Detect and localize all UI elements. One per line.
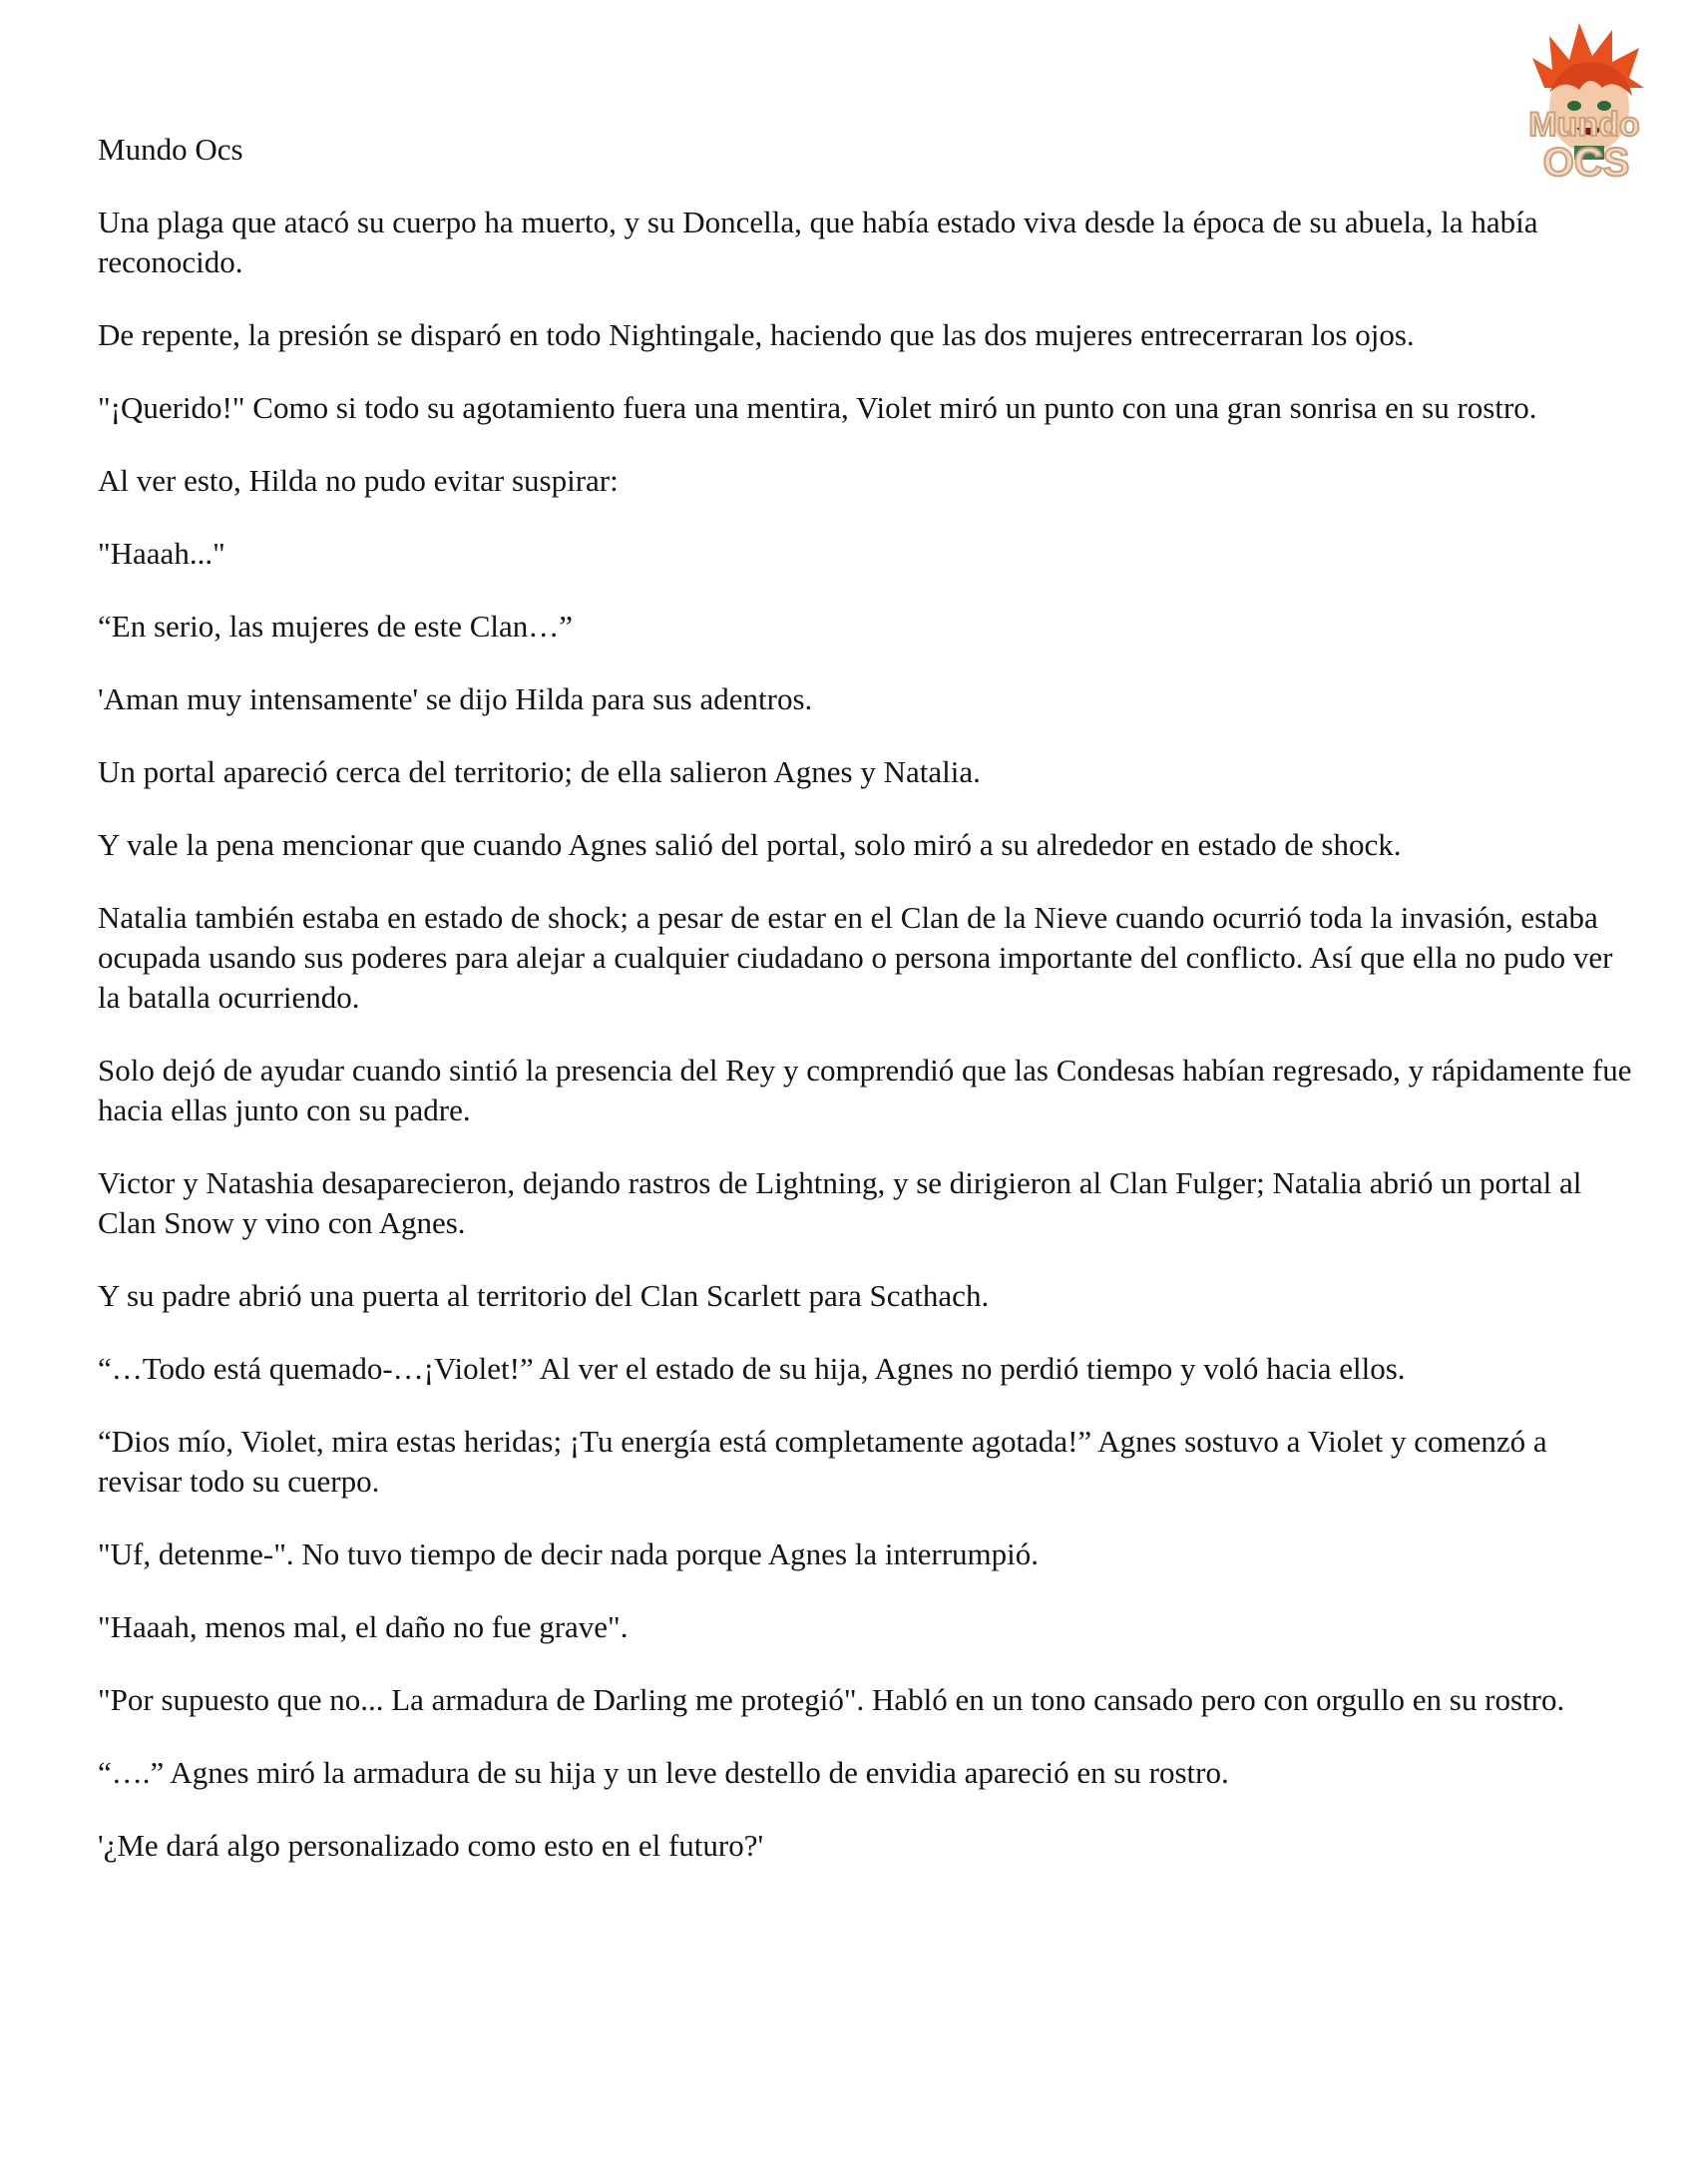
paragraph: Solo dejó de ayudar cuando sintió la presencia del Rey y comprendió que las Condesas habían regresado, y rápidamente fue hacia ellas junto con su padre. [98,1053,1632,1127]
paragraph: "¡Querido!" Como si todo su agotamiento fuera una mentira, Violet miró un punto con una gran sonrisa en su rostro. [98,390,1537,425]
paragraph: “….” Agnes miró la armadura de su hija y un leve destello de envidia apareció en su rostro. [98,1755,1229,1790]
paragraph: Victor y Natashia desaparecieron, dejando rastros de Lightning, y se dirigieron al Clan Fulger; Natalia abrió un portal al Clan Snow y vino con Agnes. [98,1165,1582,1240]
paragraph: “Dios mío, Violet, mira estas heridas; ¡Tu energía está completamente agotada!” Agnes sostuvo a Violet y comenzó a revisar todo su cuerpo. [98,1424,1547,1499]
logo-text-line1: Mundo [1528,106,1640,144]
paragraph: “En serio, las mujeres de este Clan…” [98,609,574,644]
paragraph: Al ver esto, Hilda no pudo evitar suspirar: [98,463,619,498]
paragraph: Una plaga que atacó su cuerpo ha muerto, y su Doncella, que había estado viva desde la época de su abuela, la había reconocido. [98,205,1538,279]
paragraph: "Haaah..." [98,536,225,571]
paragraph: Un portal apareció cerca del territorio; de ella salieron Agnes y Natalia. [98,754,981,789]
page-header-title: Mundo Ocs [98,132,243,167]
paragraph: "Uf, detenme-". No tuvo tiempo de decir nada porque Agnes la interrumpió. [98,1536,1039,1571]
paragraph: "Haaah, menos mal, el daño no fue grave". [98,1609,629,1644]
paragraph: De repente, la presión se disparó en todo Nightingale, haciendo que las dos mujeres entrecerraran los ojos. [98,317,1415,352]
mundo-ocs-logo-graphic [1494,18,1674,188]
mundo-ocs-logo [1494,18,1674,188]
paragraph: "Por supuesto que no... La armadura de Darling me protegió". Habló en un tono cansado pero con orgullo en su rostro. [98,1682,1565,1717]
paragraph: Y vale la pena mencionar que cuando Agnes salió del portal, solo miró a su alrededor en estado de shock. [98,827,1402,862]
paragraph: Natalia también estaba en estado de shock; a pesar de estar en el Clan de la Nieve cuando ocurrió toda la invasión, estaba ocupada usando sus poderes para alejar a cualquier ciudadano o persona importante del conflicto. Así que ella no pudo ver la batalla ocurriendo. [98,900,1613,1015]
paragraph: “…Todo está quemado-…¡Violet!” Al ver el estado de su hija, Agnes no perdió tiempo y voló hacia ellos. [98,1351,1406,1386]
logo-text-line2: OCS [1542,141,1630,185]
document-body [98,203,1634,1899]
paragraph: Y su padre abrió una puerta al territorio del Clan Scarlett para Scathach. [98,1278,990,1313]
paragraph: 'Aman muy intensamente' se dijo Hilda para sus adentros. [98,681,813,716]
paragraph: '¿Me dará algo personalizado como esto en el futuro?' [98,1828,764,1863]
